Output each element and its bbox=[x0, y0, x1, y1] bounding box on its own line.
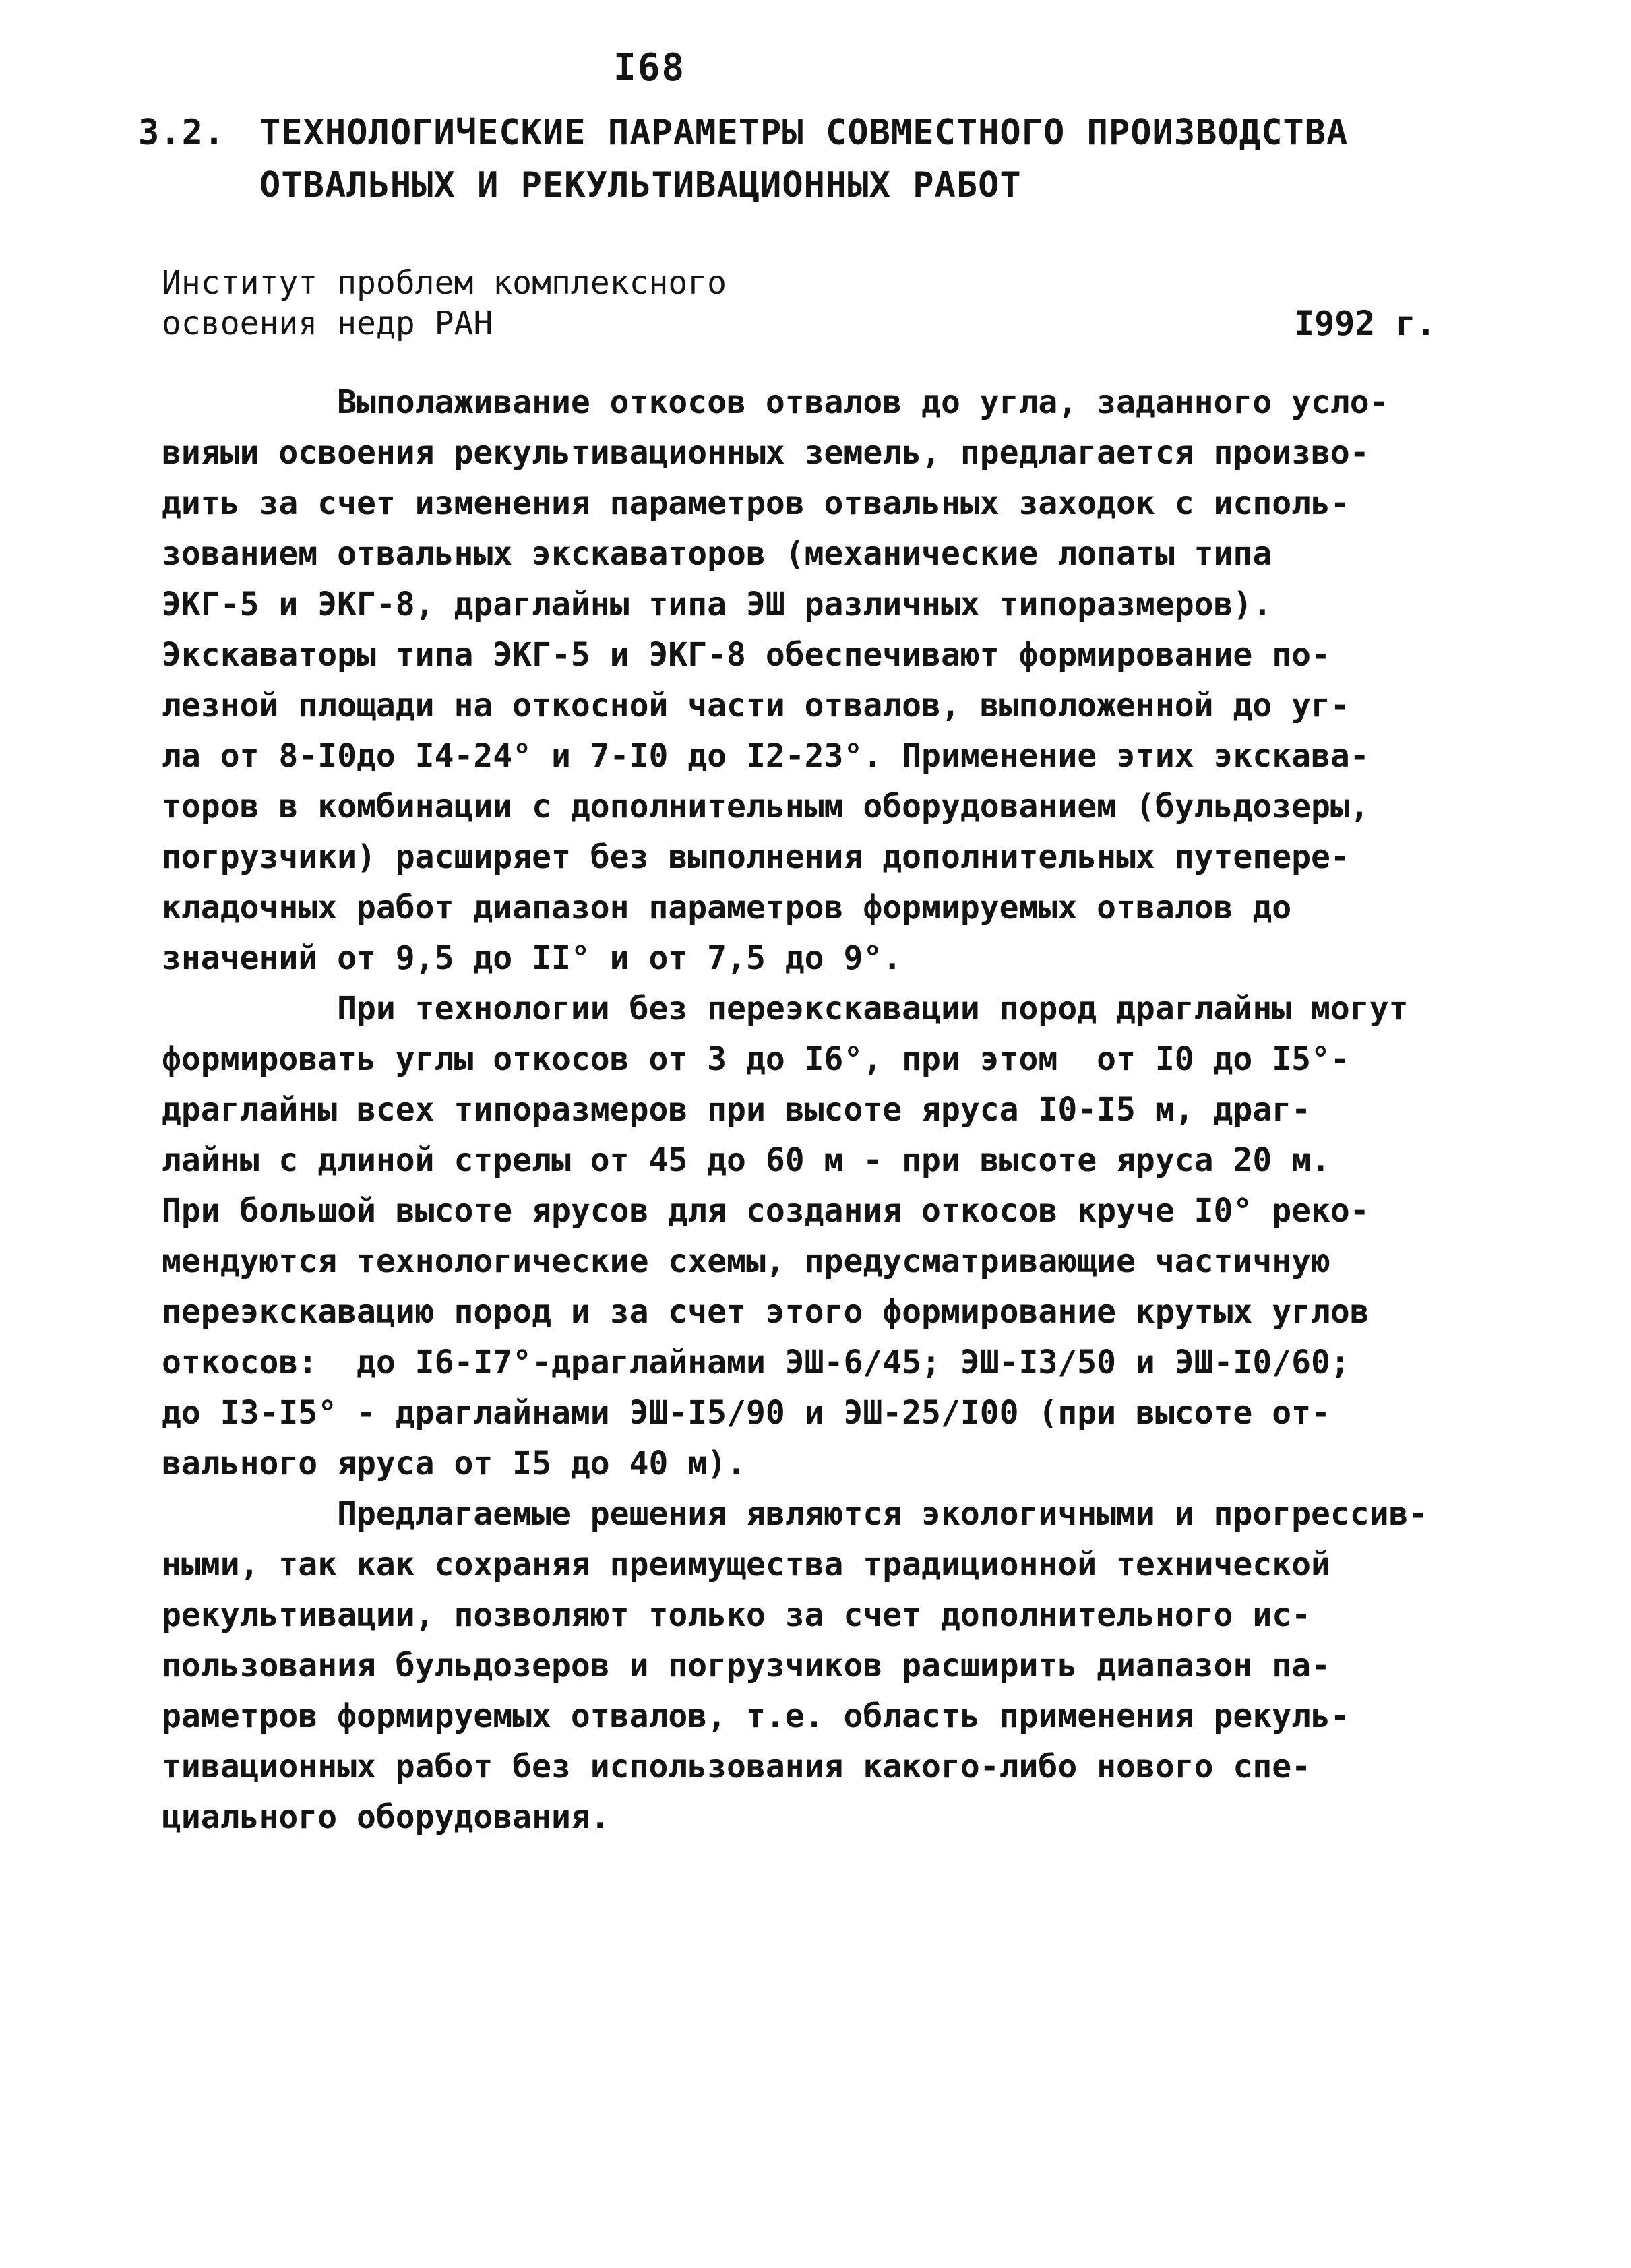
body-text bbox=[162, 377, 1489, 1843]
text-line: ЭКГ-5 и ЭКГ-8, драглайны типа ЭШ различных типоразмеров). bbox=[162, 586, 1272, 623]
text-line: При большой высоте ярусов для создания откосов круче I0° реко- bbox=[162, 1192, 1370, 1230]
text-line: ными, так как сохраняя преимущества традиционной технической bbox=[162, 1546, 1330, 1583]
section-number: 3.2. bbox=[138, 113, 226, 153]
text-line: зованием отвальных экскаваторов (механические лопаты типа bbox=[162, 535, 1272, 573]
text-line: циального оборудования. bbox=[162, 1798, 610, 1836]
text-line: вияыи освоения рекультивационных земель, предлагается произво- bbox=[162, 434, 1370, 472]
author-affiliation bbox=[162, 263, 1476, 344]
section-title-line-2: ОТВАЛЬНЫХ И РЕКУЛЬТИВАЦИОННЫХ РАБОТ bbox=[259, 165, 1022, 206]
section-title-line-1: ТЕХНОЛОГИЧЕСКИЕ ПАРАМЕТРЫ СОВМЕСТНОГО ПРОИЗВОДСТВА bbox=[259, 113, 1349, 153]
section-heading bbox=[138, 106, 1520, 212]
text-line: формировать углы откосов от 3 до I6°, при этом от I0 до I5°- bbox=[162, 1040, 1350, 1078]
text-line: тивационных работ без использования какого-либо нового спе- bbox=[162, 1748, 1312, 1786]
publication-year: I992 г. bbox=[1294, 304, 1436, 343]
page-number: I68 bbox=[613, 46, 686, 90]
text-line: раметров формируемых отвалов, т.е. область применения рекуль- bbox=[162, 1697, 1350, 1735]
text-line: Предлагаемые решения являются экологичными и прогрессив- bbox=[162, 1495, 1428, 1533]
text-line: При технологии без переэкскавации пород драглайны могут bbox=[162, 990, 1409, 1028]
text-line: Выполаживание откосов отвалов до угла, заданного усло- bbox=[162, 383, 1389, 421]
text-line: значений от 9,5 до II° и от 7,5 до 9°. bbox=[162, 939, 902, 977]
text-line: вального яруса от I5 до 40 м). bbox=[162, 1445, 746, 1482]
text-line: торов в комбинации с дополнительным оборудованием (бульдозеры, bbox=[162, 788, 1370, 825]
text-line: лайны с длиной стрелы от 45 до 60 м - при высоте яруса 20 м. bbox=[162, 1141, 1330, 1179]
text-line: погрузчики) расширяет без выполнения дополнительных путепере- bbox=[162, 838, 1350, 876]
text-line: Экскаваторы типа ЭКГ-5 и ЭКГ-8 обеспечивают формирование по- bbox=[162, 636, 1330, 674]
text-line: рекультивации, позволяют только за счет дополнительного ис- bbox=[162, 1596, 1312, 1634]
text-line: до I3-I5° - драглайнами ЭШ-I5/90 и ЭШ-25/I00 (при высоте от- bbox=[162, 1394, 1330, 1432]
text-line: откосов: до I6-I7°-драглайнами ЭШ-6/45; ЭШ-I3/50 и ЭШ-I0/60; bbox=[162, 1344, 1350, 1381]
text-line: переэкскавацию пород и за счет этого формирование крутых углов bbox=[162, 1293, 1370, 1331]
text-line: дить за счет изменения параметров отвальных заходок с исполь- bbox=[162, 484, 1350, 522]
text-line: драглайны всех типоразмеров при высоте яруса I0-I5 м, драг- bbox=[162, 1091, 1312, 1129]
text-line: мендуются технологические схемы, предусматривающие частичную bbox=[162, 1242, 1330, 1280]
text-line: ла от 8-I0до I4-24° и 7-I0 до I2-23°. Применение этих экскава- bbox=[162, 737, 1370, 775]
author-line-1: Институт проблем комплексного bbox=[162, 264, 727, 302]
text-line: пользования бульдозеров и погрузчиков расширить диапазон па- bbox=[162, 1647, 1330, 1684]
author-line-2: освоения недр РАН bbox=[162, 305, 493, 342]
text-line: кладочных работ диапазон параметров формируемых отвалов до bbox=[162, 889, 1292, 926]
text-line: лезной площади на откосной части отвалов, выположенной до уг- bbox=[162, 687, 1350, 724]
